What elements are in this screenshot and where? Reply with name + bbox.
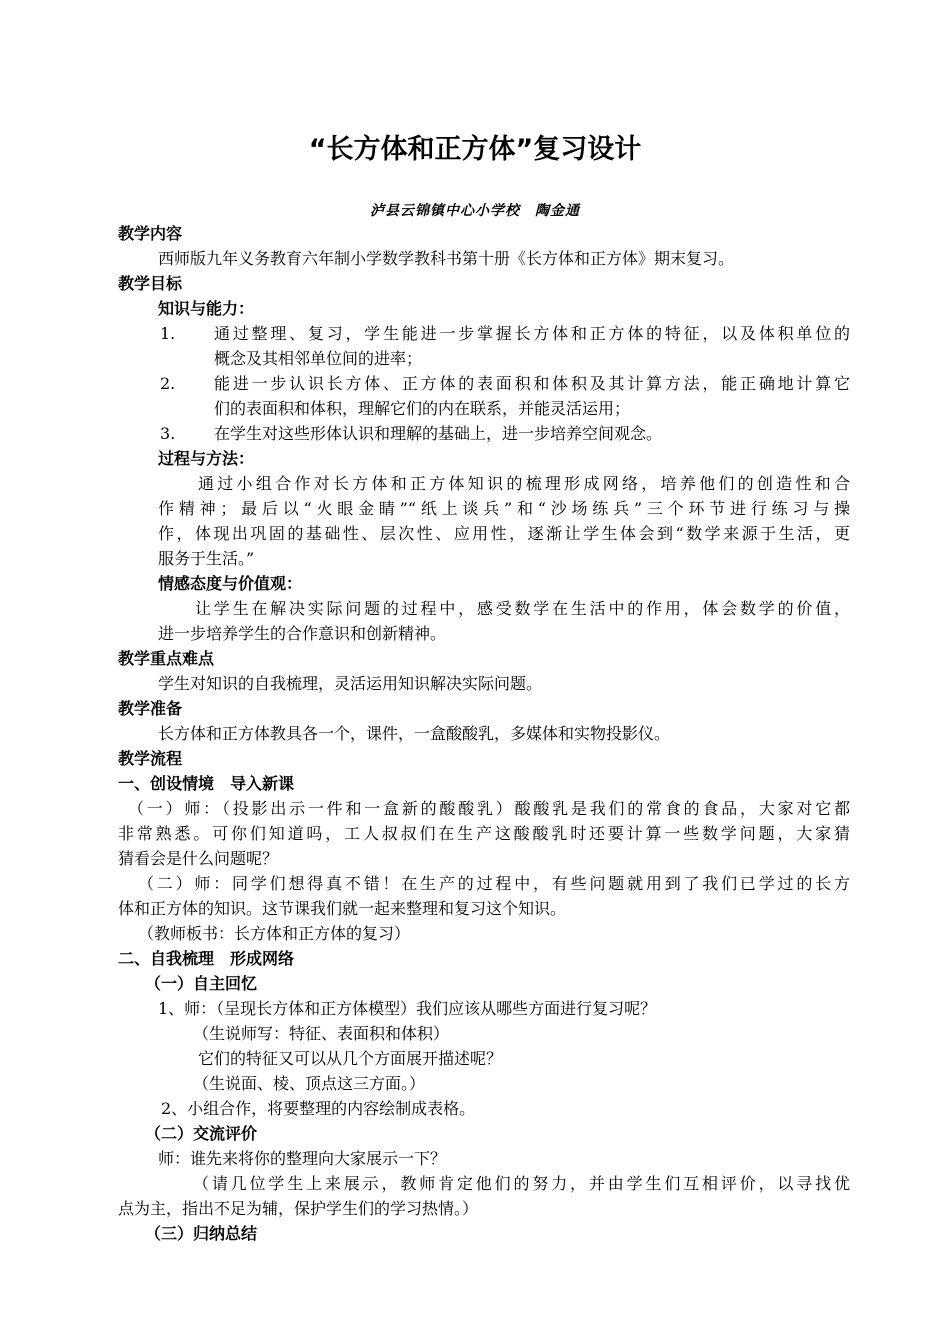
heading-goals: 教学目标 bbox=[118, 274, 183, 293]
goal-3-number: 3. bbox=[160, 424, 176, 443]
section-1c: （教师板书：长方体和正方体的复习） bbox=[138, 924, 411, 943]
section-2b-item-3: 点为主，指出不足为辅，保护学生们的学习热情。） bbox=[118, 1199, 479, 1218]
section-1a-line-1: （一）师：（投影出示一件和一盒新的酸酸乳）酸酸乳是我们的常食的食品，大家对它都 bbox=[128, 799, 850, 818]
section-1a-line-2: 非常熟悉。可你们知道吗，工人叔叔们在生产这酸酸乳时还要计算一些数学问题，大家猜 bbox=[118, 824, 850, 843]
section-2c-title: （三）归纳总结 bbox=[145, 1224, 258, 1243]
process-line-1: 通过小组合作对长方体和正方体知识的梳理形成网络，培养他们的创造性和合 bbox=[198, 474, 850, 493]
subheading-knowledge: 知识与能力： bbox=[158, 299, 255, 318]
section-2b-item-2: （请几位学生上来展示，教师肯定他们的努力，并由学生们互相评价，以寻找优 bbox=[193, 1174, 850, 1193]
section-2a-title: （一）自主回忆 bbox=[145, 974, 258, 993]
section-2a-item-5: 2、小组合作，将要整理的内容绘制成表格。 bbox=[161, 1099, 476, 1118]
section-2a-item-3: 它们的特征又可以从几个方面展开描述呢？ bbox=[198, 1049, 503, 1068]
process-line-3: 作，体现出巩固的基础性、层次性、应用性，逐渐让学生体会到“数学来源于生活，更 bbox=[158, 524, 850, 543]
goal-1-line-2: 概念及其相邻单位间的进率； bbox=[214, 349, 423, 368]
section-2a-item-4: （生说面、棱、顶点这三方面。） bbox=[193, 1074, 426, 1093]
paragraph-key-points: 学生对知识的自我梳理，灵活运用知识解决实际问题。 bbox=[158, 674, 543, 693]
section-1b-line-1: （二）师：同学们想得真不错！在生产的过程中，有些问题就用到了我们已学过的长方 bbox=[138, 874, 850, 893]
emotion-line-1: 让学生在解决实际问题的过程中，感受数学在生活中的作用，体会数学的价值， bbox=[195, 599, 850, 618]
section-1-title: 一、创设情境 导入新课 bbox=[118, 774, 295, 793]
section-2a-item-1: 1、师：（呈现长方体和正方体模型）我们应该从哪些方面进行复习呢？ bbox=[158, 999, 657, 1018]
goal-3-line-1: 在学生对这些形体认识和理解的基础上，进一步培养空间观念。 bbox=[214, 424, 663, 443]
section-1a-line-3: 猜看会是什么问题呢？ bbox=[118, 849, 279, 868]
subheading-emotion: 情感态度与价值观： bbox=[158, 574, 303, 593]
heading-key-points: 教学重点难点 bbox=[118, 649, 215, 668]
document-title: “长方体和正方体”复习设计 bbox=[308, 134, 642, 165]
section-2-title: 二、自我梳理 形成网络 bbox=[118, 949, 295, 968]
goal-2-number: 2. bbox=[160, 374, 176, 393]
goal-2-line-1: 能进一步认识长方体、正方体的表面积和体积及其计算方法，能正确地计算它 bbox=[214, 374, 850, 393]
heading-preparation: 教学准备 bbox=[118, 699, 183, 718]
author-line: 泸县云锦镇中心小学校 陶金通 bbox=[370, 203, 580, 219]
goal-2-line-2: 们的表面积和体积，理解它们的内在联系，并能灵活运用； bbox=[214, 399, 631, 418]
section-2a-item-2: （生说师写：特征、表面积和体积） bbox=[193, 1024, 450, 1043]
section-2b-item-1: 师：谁先来将你的整理向大家展示一下？ bbox=[158, 1149, 447, 1168]
paragraph-content: 西师版九年义务教育六年制小学数学教科书第十册《长方体和正方体》期末复习。 bbox=[158, 249, 735, 268]
goal-1-line-1: 通过整理、复习，学生能进一步掌握长方体和正方体的特征，以及体积单位的 bbox=[214, 324, 850, 343]
goal-1-number: 1. bbox=[160, 324, 176, 343]
heading-content: 教学内容 bbox=[118, 224, 183, 243]
section-2b-title: （二）交流评价 bbox=[145, 1124, 258, 1143]
process-line-2: 作精神；最后以“火眼金睛”“纸上谈兵”和“沙场练兵”三个环节进行练习与操 bbox=[158, 499, 850, 518]
section-1b-line-2: 体和正方体的知识。这节课我们就一起来整理和复习这个知识。 bbox=[118, 899, 567, 918]
subheading-process: 过程与方法： bbox=[158, 449, 255, 468]
paragraph-preparation: 长方体和正方体教具各一个，课件，一盒酸酸乳，多媒体和实物投影仪。 bbox=[158, 724, 671, 743]
heading-flow: 教学流程 bbox=[118, 749, 183, 768]
emotion-line-2: 进一步培养学生的合作意识和创新精神。 bbox=[158, 624, 447, 643]
process-line-4: 服务于生活。” bbox=[158, 549, 255, 568]
